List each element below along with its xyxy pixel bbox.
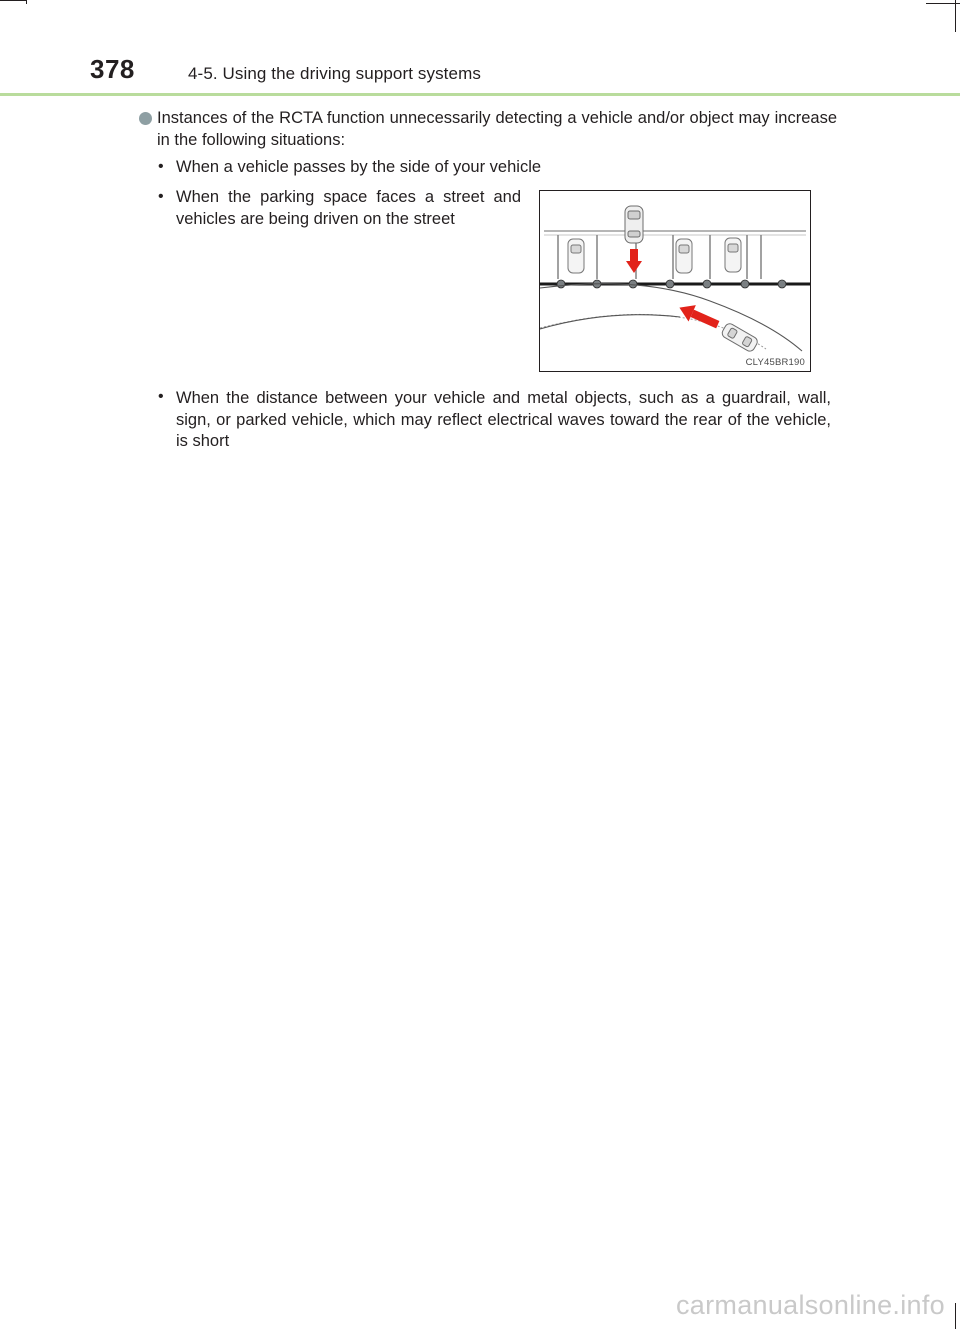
parked-car: [725, 238, 741, 272]
sub-bullet-text: When a vehicle passes by the side of your vehicle: [176, 158, 542, 176]
main-bullet-text: Instances of the RCTA function unnecessarily detecting a vehicle and/or object may increase in the following situations:: [157, 109, 837, 149]
crop-mark: [955, 0, 956, 32]
sub-bullet-text: When the distance between your vehicle and metal objects, such as a guardrail, wall, sign, or parked vehicle, which may reflect electrical waves toward the rear of the vehicle, is short: [176, 389, 831, 450]
passing-car: [720, 322, 759, 353]
parked-car: [568, 239, 584, 273]
figure-code: CLY45BR190: [745, 357, 805, 368]
crop-mark: [955, 1303, 956, 1329]
header-rule: [0, 93, 960, 96]
street-edge: [540, 284, 802, 351]
sub-bullet-marker: •: [158, 188, 164, 205]
section-title: 4-5. Using the driving support systems: [188, 64, 481, 83]
page-number: 378: [90, 54, 135, 84]
parked-car: [676, 239, 692, 273]
site-watermark: carmanualsonline.info: [676, 1290, 945, 1320]
own-vehicle: [625, 206, 643, 243]
crop-mark: [26, 0, 27, 4]
parking-lot-diagram: [540, 191, 810, 371]
street-edge: [540, 315, 680, 329]
sub-bullet-marker: •: [158, 388, 164, 405]
passing-vehicle-arrow: [676, 299, 722, 333]
crop-mark: [0, 0, 26, 1]
bullet-dot-icon: [139, 112, 152, 125]
sub-bullet-marker: •: [158, 158, 164, 175]
reverse-direction-arrow: [626, 249, 642, 273]
parking-street-illustration: [539, 190, 811, 372]
sub-bullet-text: When the parking space faces a street and vehicles are being driven on the street: [176, 188, 521, 228]
